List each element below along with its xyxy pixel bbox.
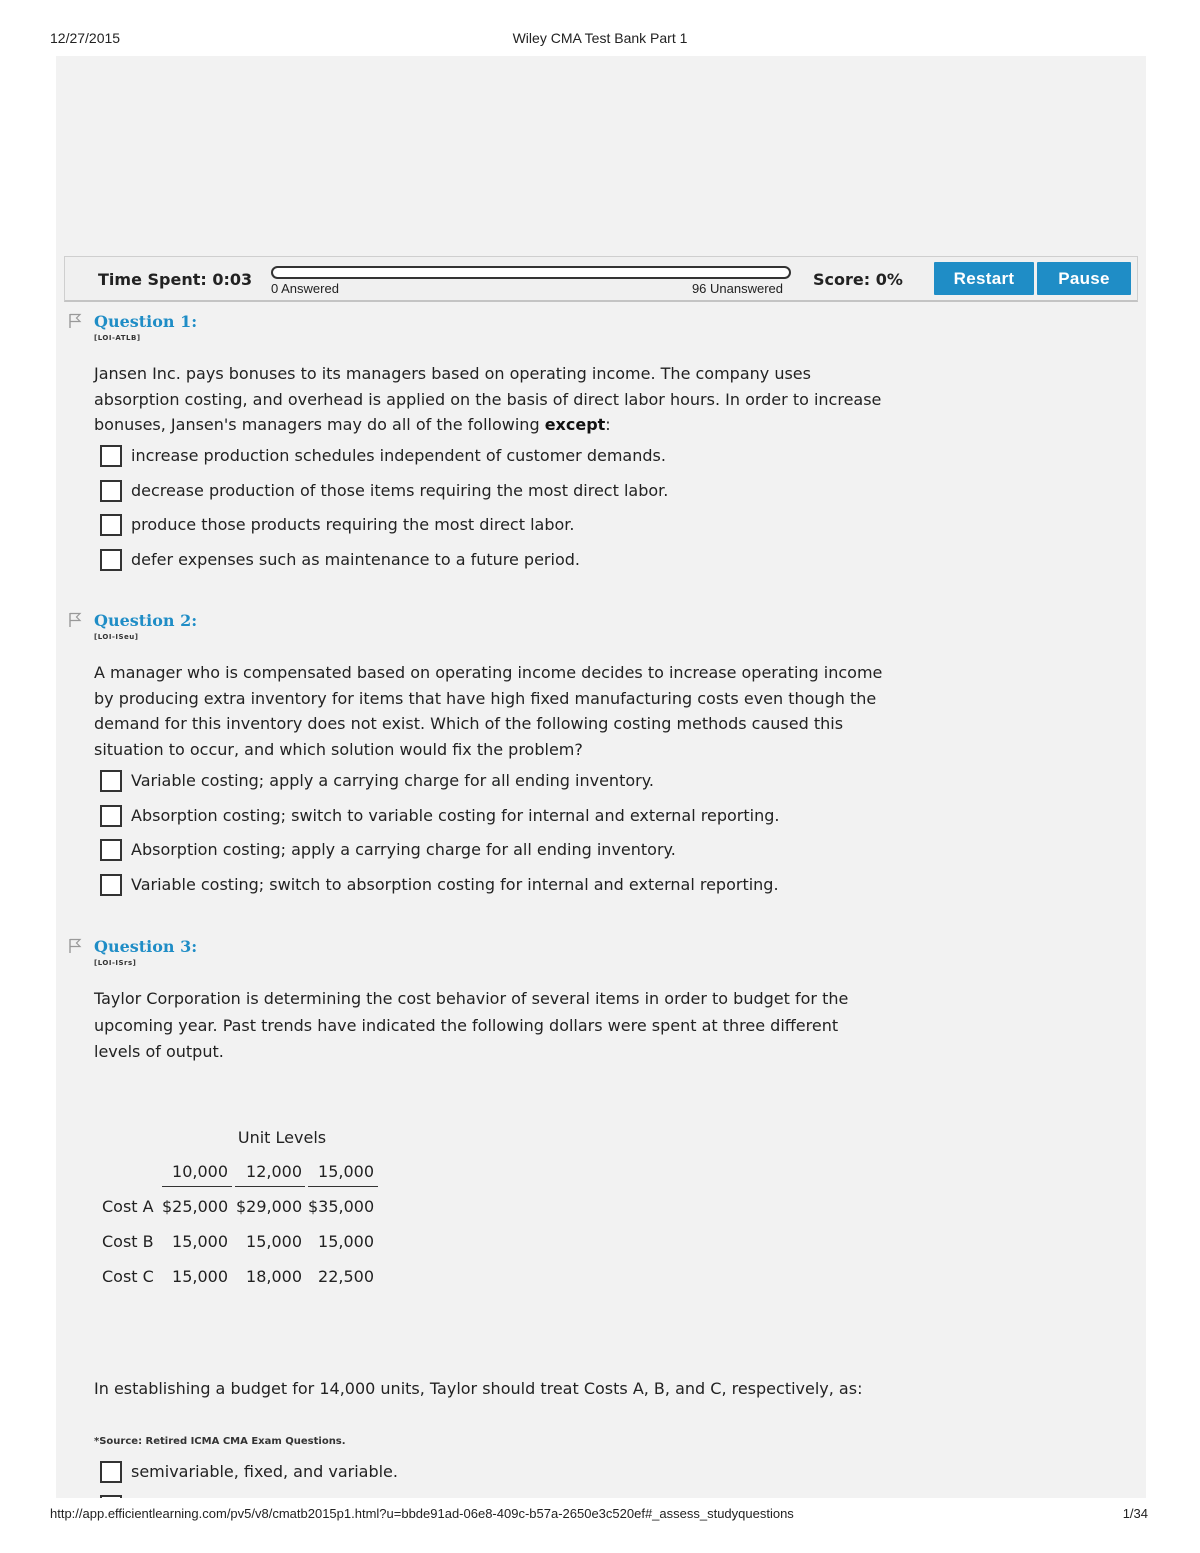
unanswered-count: 96 Unanswered — [691, 281, 783, 296]
table-cell: 15,000 — [172, 1232, 228, 1251]
table-row-label: Cost A — [102, 1197, 154, 1216]
print-title: Wiley CMA Test Bank Part 1 — [512, 30, 688, 46]
checkbox-icon[interactable] — [100, 839, 122, 861]
checkbox-icon[interactable] — [100, 549, 122, 571]
flag-icon[interactable] — [68, 612, 82, 628]
question-text: A manager who is compensated based on operating income decides to increase operating income by producing extra inventory for items that have high fixed manufacturing costs even though the demand for this inventory does not exist. Which of the following costing methods caused this situation to occur, and which solution would fix the problem? — [94, 663, 883, 759]
answered-count: 0 Answered — [271, 281, 339, 296]
page-url[interactable]: http://app.efficientlearning.com/pv5/v8/cmatb2015p1.html?u=bbde91ad-06e8-409c-b57a-2650e3c520ef#_assess_studyquestions — [50, 1506, 794, 1521]
answer-choice-label: defer expenses such as maintenance to a future period. — [131, 550, 580, 569]
table-column-header: 10,000 — [172, 1162, 228, 1181]
answer-choice-label: Absorption costing; apply a carrying charge for all ending inventory. — [131, 840, 676, 859]
checkbox-icon[interactable] — [100, 1461, 122, 1483]
answer-choice-label: produce those products requiring the most direct labor. — [131, 515, 575, 534]
table-cell: $35,000 — [308, 1197, 375, 1216]
progress-bar — [271, 266, 791, 279]
restart-button[interactable]: Restart — [934, 262, 1034, 295]
checkbox-icon[interactable] — [100, 514, 122, 536]
answer-choice-label: increase production schedules independent of customer demands. — [131, 446, 666, 465]
question-title: Question 3: — [94, 937, 198, 956]
table-cell: 15,000 — [246, 1232, 302, 1251]
print-header — [0, 30, 1200, 50]
table-row-label: Cost C — [102, 1267, 154, 1286]
checkbox-icon[interactable] — [100, 445, 122, 467]
question-text: Jansen Inc. pays bonuses to its managers based on operating income. The company uses absorption costing, and overhead is applied on the basis of direct labor hours. In order to increase bonuses, Jansen's managers may do all of the following except: — [94, 364, 882, 434]
table-cell: 15,000 — [172, 1267, 228, 1286]
flag-icon[interactable] — [68, 313, 82, 329]
table-cell: $29,000 — [236, 1197, 303, 1216]
page-content — [56, 56, 1146, 1498]
answer-choice-label: Absorption costing; switch to variable costing for internal and external reporting. — [131, 806, 780, 825]
question-code: [LOI-ATLB] — [94, 334, 141, 342]
question-title: Question 1: — [94, 312, 198, 331]
quiz-status-bar — [64, 256, 1138, 302]
score: Score: 0% — [813, 270, 903, 289]
checkbox-icon[interactable] — [100, 805, 122, 827]
flag-icon[interactable] — [68, 938, 82, 954]
column-underline — [308, 1186, 378, 1187]
table-column-header: 12,000 — [246, 1162, 302, 1181]
table-cell: 22,500 — [318, 1267, 374, 1286]
table-cell: $25,000 — [162, 1197, 229, 1216]
checkbox-icon[interactable] — [100, 770, 122, 792]
checkbox-icon[interactable] — [100, 480, 122, 502]
checkbox-icon[interactable] — [100, 1495, 122, 1498]
answer-choice-label: Variable costing; switch to absorption costing for internal and external reporting. — [131, 875, 779, 894]
column-underline — [235, 1186, 305, 1187]
answer-choice-label: semivariable, fixed, and variable. — [131, 1462, 398, 1481]
table-cell: 18,000 — [246, 1267, 302, 1286]
time-spent: Time Spent: 0:03 — [98, 270, 253, 289]
question-prompt: In establishing a budget for 14,000 units, Taylor should treat Costs A, B, and C, respectively, as: — [94, 1379, 863, 1398]
answer-choice-label: decrease production of those items requiring the most direct labor. — [131, 481, 669, 500]
question-code: [LOI-ISeu] — [94, 633, 139, 641]
question-title: Question 2: — [94, 611, 198, 630]
source-note: *Source: Retired ICMA CMA Exam Questions. — [94, 1436, 346, 1447]
question-text: Taylor Corporation is determining the cost behavior of several items in order to budget for the upcoming year. Past trends have indicated the following dollars were spent at three different levels of output. — [94, 989, 849, 1061]
progress-indicator — [271, 266, 791, 298]
table-cell: 15,000 — [318, 1232, 374, 1251]
answer-choice-label: Variable costing; apply a carrying charge for all ending inventory. — [131, 771, 654, 790]
table-column-header: 15,000 — [318, 1162, 374, 1181]
column-underline — [162, 1186, 232, 1187]
question-code: [LOI-ISrs] — [94, 959, 137, 967]
print-date: 12/27/2015 — [50, 30, 121, 46]
pause-button[interactable]: Pause — [1037, 262, 1131, 295]
table-caption: Unit Levels — [237, 1128, 327, 1147]
print-footer — [0, 1506, 1200, 1526]
table-row-label: Cost B — [102, 1232, 154, 1251]
checkbox-icon[interactable] — [100, 874, 122, 896]
page-number: 1/34 — [1122, 1506, 1148, 1521]
